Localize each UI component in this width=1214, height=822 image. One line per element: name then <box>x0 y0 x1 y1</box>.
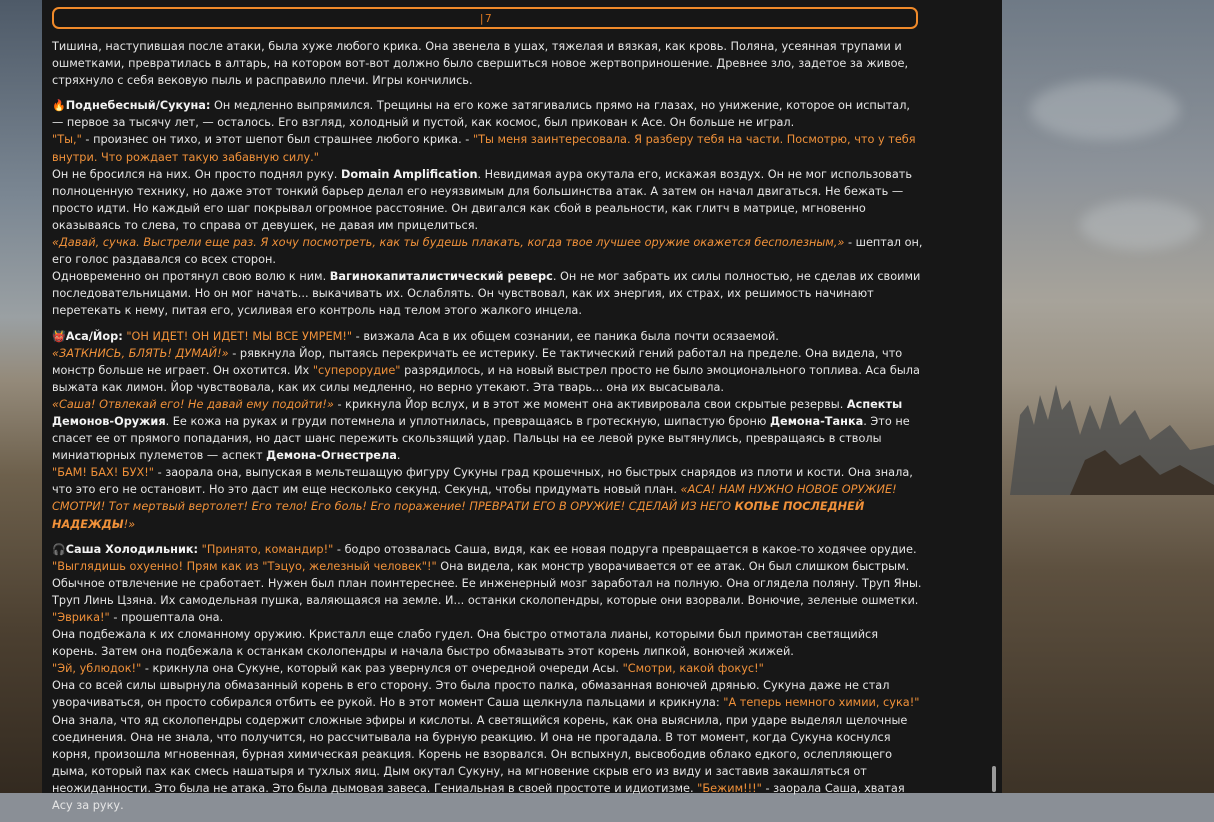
narration-text: - заорала Саша, хватая Асу за руку. <box>52 781 905 813</box>
message-paragraph <box>52 97 924 319</box>
narration-text: . Это не спасет ее от прямого попадания, но даст шанс пережить скользящий удар. Пальцы на ее левой руке вытянулись, превращаясь в стволы миниатюрных пулеметов — аспект <box>52 414 910 463</box>
narration-text: Одновременно он протянул свою волю к ним. <box>52 270 330 284</box>
quoted-speech: "Смотри, какой фокус!" <box>622 662 764 676</box>
message-paragraph <box>52 328 924 533</box>
input-value: |7 <box>478 11 492 25</box>
message-input[interactable] <box>52 7 918 29</box>
italic-speech: «АСА! НАМ НУЖНО НОВОЕ ОРУЖИЕ! СМОТРИ! Тот мертвый вертолет! Его тело! Его боль! Его поражение! ПРЕВРАТИ ЕГО В ОРУЖИЕ! СДЕЛАЙ ИЗ НЕГО <box>52 483 897 514</box>
narration-text: . Невидимая аура окутала его, искажая воздух. Он не мог использовать полноценную технику, но даже этот тонкий барьер делал его неуязвимым для большинства атак. А затем он начал двигаться. Не бежать — просто идти. Но каждый его шаг покрывал огромное расстояние. Он двигался как сбой в реальности, как глитч в матрице, мгновенно оказываясь то слева, то справа от девушек, не давая им прицелиться. <box>52 167 912 232</box>
quoted-speech: "Ты меня заинтересовала. Я разберу тебя на части. Посмотрю, что у тебя внутри. Что рождает такую забавную силу." <box>52 133 916 164</box>
message-paragraph <box>52 541 924 815</box>
narration-text: разрядилось, и на новый выстрел просто не было эмоционального топлива. Аса была выжата как лимон. Йор чувствовала, как их силы медленно, но верно утекают. Эта тварь... она их высасывала. <box>52 363 920 394</box>
background-left-strip <box>0 0 42 793</box>
speaker-name: Domain Amplification <box>341 167 478 181</box>
speaker-emoji-icon: 🔥 <box>52 99 66 113</box>
speaker-name: Демона-Танка <box>769 414 864 428</box>
italic-speech: «ЗАТКНИСЬ, БЛЯТЬ! ДУМАЙ!» <box>52 346 229 360</box>
quoted-speech: "Бежим!!!" <box>697 781 762 795</box>
narration-text: . Он не мог забрать их силы полностью, не сделав их своими последовательницами. Но он мог начать... выкачивать их. Ослаблять. Он чувствовал, как их энергия, их страх, их решимость начинают перетекать к нему, питая его, усиливая его контроль над телом этого жалкого инцела. <box>52 270 921 318</box>
narration-text: - визжала Аса в их общем сознании, ее паника была почти осязаемой. <box>352 329 779 343</box>
speaker-name: Демона-Огнестрела <box>266 449 397 463</box>
speaker-emoji-icon: 🎧 <box>52 542 66 556</box>
quoted-speech: "Эй, ублюдок!" <box>52 662 142 676</box>
speaker-emoji-icon: 👹 <box>52 329 66 343</box>
speaker-name: Аса/Йор: <box>65 329 123 343</box>
quoted-speech: "Принято, командир!" <box>201 542 334 556</box>
narration-text: Она видела, как монстр уворачивается от ее атак. Он был слишком быстрым. Обычное отвлечение не сработает. Нужен был план поинтереснее. Ее инженерный мозг заработал на полную. Она оглядела поляну. Труп Яны. Труп Линь Цзяна. Их самодельная пушка, валяющаяся на земле. И... останки сколопендры, которые они взорвали. Вонючие, зеленые ошметки. <box>52 559 922 607</box>
narration-text: . Ее кожа на руках и груди потемнела и уплотнилась, превращаясь в гротескную, шипастую броню <box>165 414 770 428</box>
background-cloud <box>1080 200 1200 250</box>
narration-text: - произнес он тихо, и этот шепот был страшнее любого крика. - <box>81 133 473 147</box>
narration-text: - прошептала она. <box>109 611 224 624</box>
narration-text: Она знала, что яд сколопендры содержит сложные эфиры и кислоты. А светящийся корень, как она выяснила, при ударе выделял щелочные соединения. Она не знала, что получится, но рассчитывала на бурную реакцию. И она не прогадала. В тот момент, когда Сукуна коснулся корня, произошла мгновенная, бурная химическая реакция. Корень не взорвался. Он вспыхнул, высвободив облако едкого, ослепляющего дыма, который пах как смесь нашатыря и тухлых яиц. Дым окутал Сукуну, на мгновение скрыв его из виду и заставив закашляться от неожиданности. Это была не атака. Это была дымовая завеса. Гениальная в своей простоте и идиотизме. <box>52 713 908 795</box>
narration-text: - заорала она, выпуская в мельтешащую фигуру Сукуны град крошечных, но быстрых снарядов из плоти и кости. Она знала, что это его не остановит. Но это даст им еще несколько секунд. Секунд, чтобы придумать новый план. <box>52 466 913 497</box>
narration-text: Она подбежала к их сломанному оружию. Кристалл еще слабо гудел. Она быстро отмотала лианы, которыми был примотан светящийся корень. Затем она подбежала к останкам сколопендры и начала быстро обмазывать этот корень липкой, вонючей жижей. <box>52 628 879 659</box>
quoted-speech: "Эврика!" <box>52 611 110 624</box>
narration-text: - шептал он, его голос раздавался со всех сторон. <box>52 236 923 267</box>
speaker-name: Саша Холодильник: <box>65 542 199 556</box>
message-content <box>52 38 924 822</box>
background-ruins <box>1010 355 1214 495</box>
narration-text: - бодро отозвалась Саша, видя, как ее новая подруга превращается в какое-то ходячее орудие. <box>333 542 917 556</box>
narration-text: Он не бросился на них. Он просто поднял руку. <box>52 167 341 181</box>
quoted-speech: "А теперь немного химии, сука!" <box>723 696 920 710</box>
emphasis-text: КОПЬЕ ПОСЛЕДНЕЙ НАДЕЖДЫ <box>52 500 865 531</box>
quoted-speech: "БАМ! БАХ! БУХ!" <box>52 466 154 480</box>
narration-text: Тишина, наступившая после атаки, была хуже любого крика. Она звенела в ушах, тяжелая и вязкая, как кровь. Поляна, усеянная трупами и ошметками, превратилась в алтарь, на котором вот-вот должно было свершиться новое жертвоприношение. Древнее зло, задетое за живое, стряхнуло с себя вековую пыль и расправило плечи. Игры кончились. <box>52 40 909 88</box>
narration-text: - крикнула Йор вслух, и в этот же момент она активировала свои скрытые резервы. <box>333 397 847 411</box>
speaker-name: Поднебесный/Сукуна: <box>65 99 211 113</box>
narration-text: Она со всей силы швырнула обмазанный корень в его сторону. Это была просто палка, обмазанная вонючей дрянью. Сукуна даже не стал уворачиваться, он просто собирался отбить ее рукой. Но в этот момент Саша щелкнула пальцами и крикнула: <box>52 679 890 710</box>
background-cloud <box>1030 80 1180 140</box>
italic-speech: «Давай, сучка. Выстрели еще раз. Я хочу посмотреть, как ты будешь плакать, когда твое лучшее оружие окажется бесполезным,» <box>52 236 845 250</box>
narration-text: . <box>396 449 401 463</box>
message-paragraph <box>52 38 924 89</box>
quoted-speech: "суперорудие" <box>312 363 401 377</box>
quoted-speech: "ОН ИДЕТ! ОН ИДЕТ! МЫ ВСЕ УМРЕМ!" <box>126 329 353 343</box>
quoted-speech: "Ты," <box>52 133 82 147</box>
quoted-speech: "Выглядишь охуенно! Прям как из "Тэцуо, железный человек"!" <box>52 559 437 573</box>
narration-text: Он медленно выпрямился. Трещины на его коже затягивались прямо на глазах, но унижение, которое он испытал, — первое за тысячу лет, — осталось. Его взгляд, холодный и пустой, как космос, был прикован к Асе. Он больше не играл. <box>52 99 911 130</box>
italic-speech: !» <box>123 517 136 531</box>
narration-text: - рявкнула Йор, пытаясь перекричать ее истерику. Ее тактический гений работал на пределе. Она видела, что монстр больше не играет. Он охотится. Их <box>52 346 903 377</box>
scrollbar-thumb[interactable] <box>992 766 996 792</box>
speaker-name: Аспекты Демонов-Оружия <box>52 397 903 428</box>
speaker-name: Вагинокапиталистический реверс <box>329 270 553 284</box>
italic-speech: «Саша! Отвлекай его! Не давай ему подойти!» <box>52 397 334 411</box>
narration-text: - крикнула она Сукуне, который как раз увернулся от очередной очереди Асы. <box>141 662 623 676</box>
